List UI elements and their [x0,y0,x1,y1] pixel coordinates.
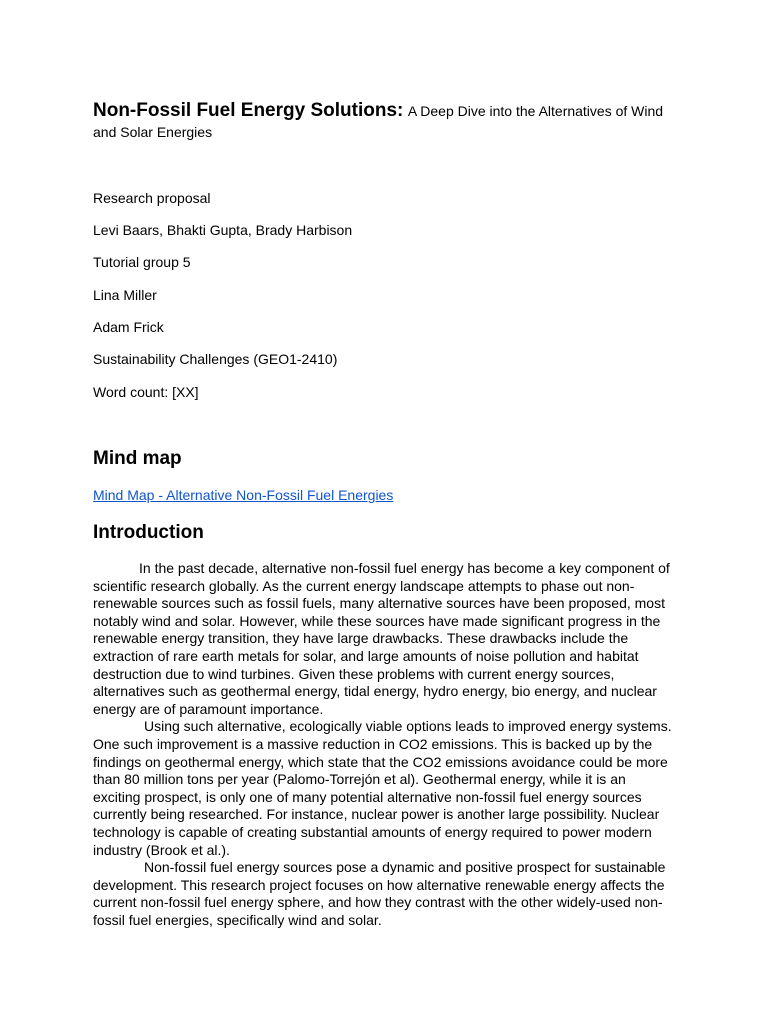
introduction-heading: Introduction [93,522,204,543]
paragraph: Using such alternative, ecologically viable options leads to improved energy systems. One such improvement is a massive reduction in CO2 emissions. This is backed up by the findings on geothermal energy, which state that the CO2 emissions avoidance could be more than 80 million tons per year (Palomo-Torrejón et al). Geothermal energy, while it is an exciting prospect, is only one of many potential alternative non-fossil fuel energy sources currently being researched. For instance, nuclear power is another large possibility. Nuclear technology is capable of creating substantial amounts of energy required to power modern industry (Brook et al.). [93,718,672,858]
meta-word-count: Word count: [XX] [93,384,199,400]
meta-document-type: Research proposal [93,190,211,206]
document-title [93,100,675,143]
meta-tutorial-group: Tutorial group 5 [93,254,191,270]
meta-course: Sustainability Challenges (GEO1-2410) [93,351,338,367]
introduction-body [93,560,675,929]
title-subtitle: A Deep Dive into the Alternatives of Wind and Solar Energies [93,103,664,140]
paragraph: Non-fossil fuel energy sources pose a dynamic and positive prospect for sustainable development. This research project focuses on how alternative renewable energy affects the current non-fossil fuel energy sphere, and how they contrast with the other widely-used non-fossil fuel energies, specifically wind and solar. [93,859,666,928]
title-main: Non-Fossil Fuel Energy Solutions: [93,100,404,121]
mind-map-heading: Mind map [93,448,182,469]
meta-instructor-1: Lina Miller [93,287,157,303]
meta-instructor-2: Adam Frick [93,319,164,335]
meta-authors: Levi Baars, Bhakti Gupta, Brady Harbison [93,222,353,238]
mind-map-link[interactable]: Mind Map - Alternative Non-Fossil Fuel Energies [93,487,394,503]
paragraph: In the past decade, alternative non-fossil fuel energy has become a key component of scientific research globally. As the current energy landscape attempts to phase out non-renewable sources such as fossil fuels, many alternative sources have been proposed, most notably wind and solar. However, while these sources have made significant progress in the renewable energy transition, they have large drawbacks. These drawbacks include the extraction of rare earth metals for solar, and large amounts of noise pollution and habitat destruction due to wind turbines. Given these problems with current energy sources, alternatives such as geothermal energy, tidal energy, hydro energy, bio energy, and nuclear energy are of paramount importance. [93,560,670,717]
